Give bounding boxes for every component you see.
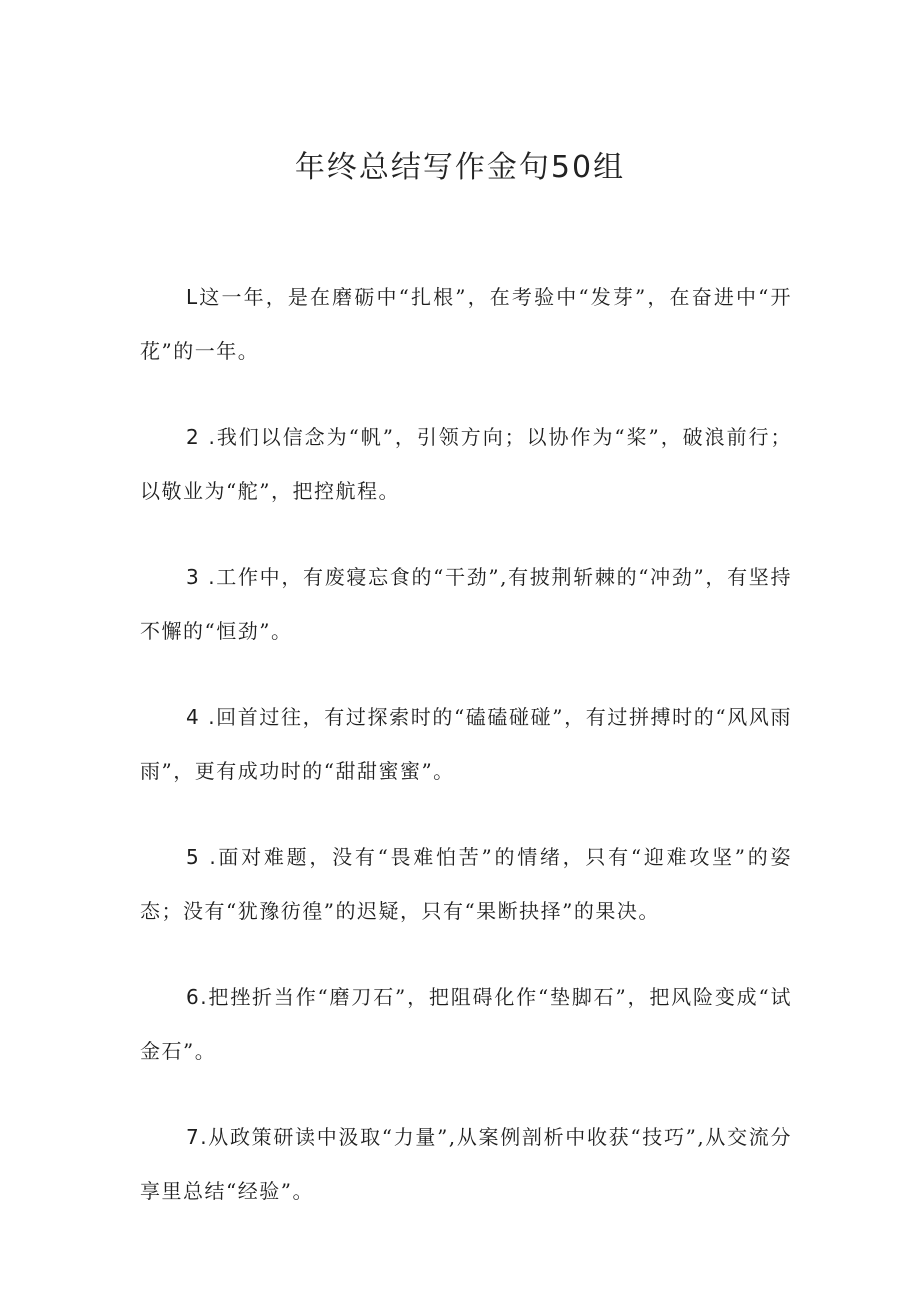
item-number: 3 .: [186, 565, 217, 589]
item-text: 工作中，有废寝忘食的“干劲”,有披荆斩棘的“冲劲”，有坚持不懈的“恒劲”。: [140, 565, 792, 643]
item-text: 这一年，是在磨砺中“扎根”，在考验中“发芽”，在奋进中“开花”的一年。: [140, 285, 792, 363]
item-text: 回首过往，有过探索时的“磕磕碰碰”，有过拼搏时的“风风雨雨”，更有成功时的“甜甜蜜蜜”。: [140, 705, 792, 783]
sentence-list: [140, 270, 792, 1250]
list-item: [140, 830, 792, 938]
list-item: [140, 1110, 792, 1218]
item-text: 从政策研读中汲取“力量”,从案例剖析中收获“技巧”,从交流分享里总结“经验”。: [140, 1125, 792, 1203]
item-number: 5 .: [186, 845, 218, 869]
item-text: 面对难题，没有“畏难怕苦”的情绪，只有“迎难攻坚”的姿态；没有“犹豫彷徨”的迟疑，只有“果断抉择”的果决。: [140, 845, 792, 923]
item-number: 7.: [186, 1125, 209, 1149]
list-item: [140, 270, 792, 378]
item-text: 我们以信念为“帆”，引领方向；以协作为“桨”，破浪前行；以敬业为“舵”，把控航程。: [140, 425, 792, 503]
item-number: 2 .: [186, 425, 217, 449]
list-item: [140, 970, 792, 1078]
item-text: 把挫折当作“磨刀石”，把阻碍化作“垫脚石”，把风险变成“试金石”。: [140, 985, 792, 1063]
list-item: [140, 550, 792, 658]
document-title: 年终总结写作金句50组: [294, 150, 626, 185]
item-number: 4 .: [186, 705, 217, 729]
item-number: L: [186, 285, 199, 309]
list-item: [140, 690, 792, 798]
list-item: [140, 410, 792, 518]
item-number: 6.: [186, 985, 209, 1009]
